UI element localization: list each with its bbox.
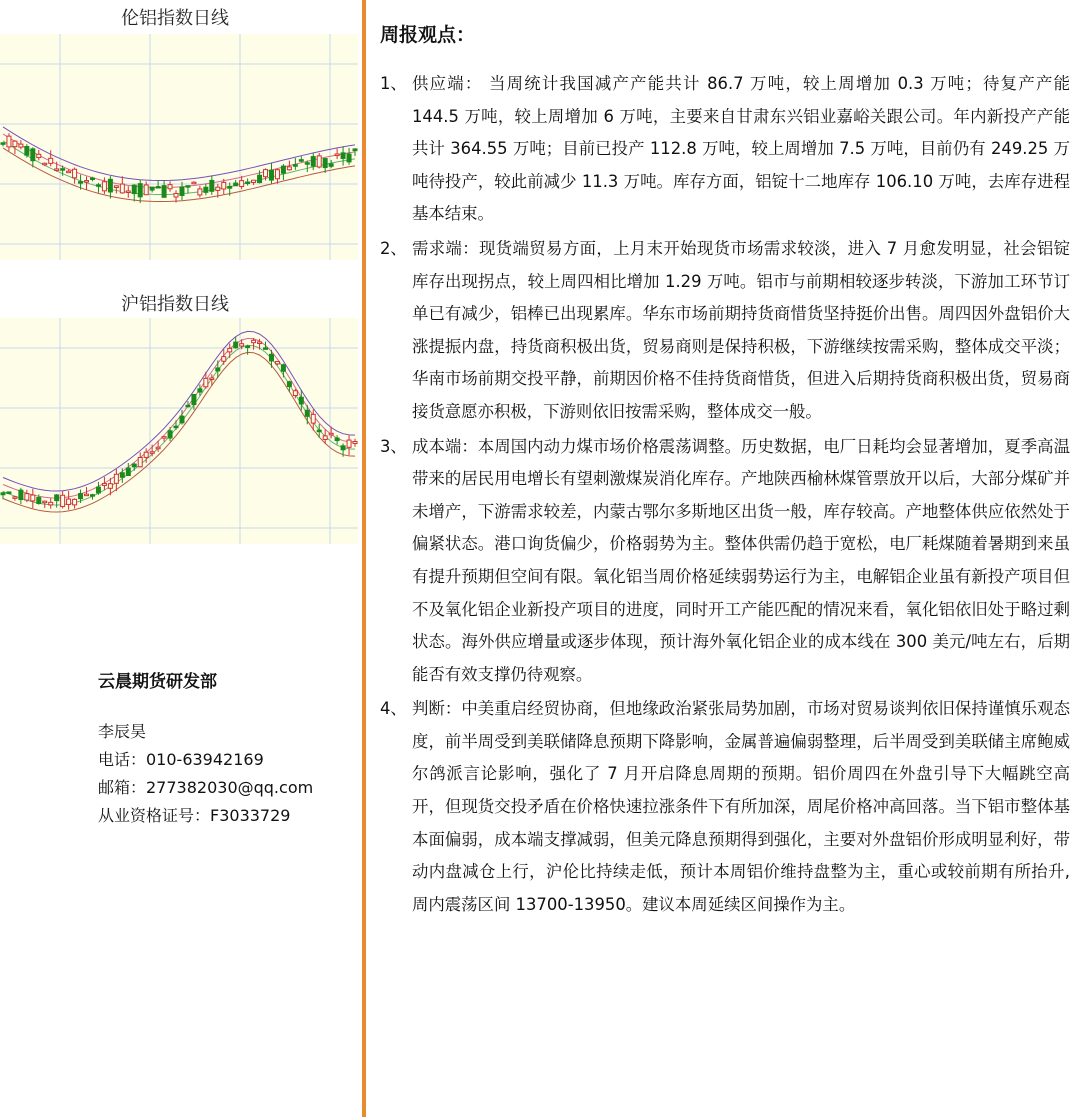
candle-body [49, 158, 53, 163]
candle-body [329, 433, 333, 435]
candle-body [192, 394, 196, 404]
candle-body [31, 149, 35, 161]
candle-body [210, 378, 214, 380]
lme-daily-chart [0, 34, 358, 260]
moving-average-line [3, 331, 355, 491]
candle-body [73, 169, 77, 178]
candle-body [162, 186, 166, 198]
candle-body [269, 170, 273, 180]
candle-body [234, 342, 238, 348]
item-text: 成本端：本周国内动力煤市场价格震荡调整。历史数据，电厂日耗均会显著增加，夏季高温带来的居民用电增长有望刺激煤炭消化库存。产地陕西榆林煤管票放开以后，大部分煤矿并未增产，下游需求较差，内蒙古鄂尔多斯地区出货一般，库存较高。产地整体供应依然处于偏紧状态。港口询货偏少，价格弱势为主。整体供需仍趋于宽松，电厂耗煤随着暑期到来虽有提升预期但空间有限。氧化铝当周价格延续弱势运行为主，电解铝企业虽有新投产项目但不及氧化铝企业新投产项目的进度，同时开工产能匹配的情况来看，氧化铝依旧处于略过剩状态。海外供应增量或逐步体现，预计海外氧化铝企业的成本线在 300 美元/吨左右，后期能否有效支撑仍待观察。 [412, 436, 1070, 684]
candle-body [90, 178, 94, 180]
item-number: 3、 [380, 436, 407, 456]
candle-body [222, 182, 226, 189]
candle-body [144, 185, 148, 195]
candle-body [258, 342, 262, 344]
candlestick-graphic [0, 318, 358, 544]
candle-body [85, 494, 89, 496]
candle-body [299, 397, 303, 404]
candle-body [347, 154, 351, 162]
candle-body [120, 473, 124, 478]
candle-body [138, 184, 142, 197]
moving-average-line [3, 352, 355, 512]
report-items [380, 68, 1070, 923]
candle-body [85, 181, 89, 183]
shfe-chart-title: 沪铝指数日线 [121, 294, 229, 315]
candle-body [305, 163, 309, 165]
candle-body [138, 457, 142, 466]
candle-body [174, 426, 178, 428]
candle-body [25, 147, 29, 156]
department-name: 云晨期货研发部 [98, 672, 217, 692]
candle-body [150, 452, 154, 454]
candle-body [281, 365, 285, 371]
report-item-supply [380, 68, 1070, 231]
moving-average-line [3, 345, 355, 505]
candle-body [198, 189, 202, 195]
candle-body [156, 447, 160, 449]
candle-body [240, 181, 244, 187]
candle-body [323, 159, 327, 168]
candle-body [174, 193, 178, 197]
candle-body [150, 187, 154, 190]
candle-body [31, 495, 35, 501]
lme-chart-title: 伦铝指数日线 [121, 8, 229, 29]
candle-body [102, 484, 106, 486]
candle-body [43, 501, 47, 503]
candle-body [335, 154, 339, 156]
item-number: 4、 [380, 699, 407, 719]
candle-body [55, 495, 59, 501]
report-item-demand [380, 233, 1070, 429]
candle-body [275, 170, 279, 179]
candle-body [55, 169, 59, 171]
candle-body [114, 474, 118, 483]
report-panel [366, 0, 1080, 1117]
candle-body [264, 348, 268, 350]
item-text: 供应端： 当周统计我国减产产能共计 86.7 万吨，较上周增加 0.3 万吨；待复产产能 144.5 万吨，较上周增加 6 万吨，主要来自甘肃东兴铝业嘉峪关跟公司。年内新投产产能共计 364.55 万吨；目前已投产 112.8 万吨，较上周增加 7.5 万吨，目前仍有 249.25 万吨待投产，较此前减少 11.3 万吨。库存方面，铝锭十二地库存 106.10 万吨，去库存进程基本结束。 [412, 74, 1070, 224]
candle-body [323, 436, 327, 440]
candle-body [37, 154, 41, 157]
candle-body [180, 416, 184, 423]
candle-body [114, 186, 118, 188]
candlestick-graphic [0, 34, 358, 260]
moving-average-line [3, 127, 355, 181]
candle-body [234, 183, 238, 186]
candle-body [311, 157, 315, 167]
candle-body [108, 179, 112, 192]
candle-body [19, 144, 23, 147]
candle-body [186, 405, 190, 407]
candle-body [293, 165, 297, 167]
candle-body [353, 149, 357, 151]
candle-body [19, 490, 23, 499]
candle-body [156, 187, 160, 189]
candle-body [311, 414, 315, 423]
candle-body [162, 437, 166, 439]
candle-body [79, 182, 83, 184]
candle-body [287, 167, 291, 170]
candle-body [168, 431, 172, 438]
candle-body [317, 430, 321, 432]
candle-body [252, 180, 256, 182]
candle-body [61, 495, 65, 506]
candle-body [287, 382, 291, 387]
candle-body [126, 468, 130, 476]
moving-average-line [3, 338, 355, 498]
candle-body [228, 186, 232, 188]
candle-body [37, 498, 41, 504]
candle-body [1, 143, 5, 145]
candle-body [102, 182, 106, 191]
candle-body [353, 442, 357, 444]
candle-body [73, 499, 77, 505]
candle-body [96, 185, 100, 187]
candle-body [43, 163, 47, 165]
candle-body [1, 493, 5, 495]
candle-body [13, 141, 17, 146]
report-heading: 周报观点： [380, 24, 476, 46]
candle-body [222, 357, 226, 362]
candle-body [67, 499, 71, 504]
candle-body [329, 164, 333, 166]
candle-body [61, 169, 65, 171]
candle-body [144, 452, 148, 457]
candle-body [198, 389, 202, 392]
candle-body [258, 175, 262, 182]
candle-body [192, 182, 196, 184]
candle-body [293, 391, 297, 396]
candle-body [347, 440, 351, 447]
candle-body [341, 446, 345, 450]
candle-body [275, 361, 279, 363]
candle-body [252, 340, 256, 342]
candle-body [67, 171, 71, 173]
candle-body [216, 368, 220, 371]
item-text: 判断：中美重启经贸协商，但地缘政治紧张局势加剧，市场对贸易谈判依旧保持谨慎乐观态度，前半周受到美联储降息预期下降影响，金属普遍偏弱整理，后半周受到美联储主席鲍威尔鸽派言论影响，强化了 7 月开启降息周期的预期。铝价周四在外盘引导下大幅跳空高开，但现货交投矛盾在价格快速拉涨条件下有所加深，周尾价格冲高回落。当下铝市整体基本面偏弱，成本端支撑减弱，但美元降息预期得到强化，主要对外盘铝价形成明显利好，带动内盘减仓上行，沪伦比持续走低，预计本周铝价维持盘整为主，重心或较前期有所抬升,周内震荡区间 13700-13950。建议本周延续区间操作为主。 [412, 699, 1070, 914]
contact-block [98, 668, 358, 830]
analyst-name: 李辰昊 [98, 722, 147, 741]
email-text: 邮箱：277382030@qq.com [98, 778, 314, 797]
candle-body [341, 153, 345, 159]
candle-body [228, 348, 232, 351]
candle-body [246, 346, 250, 348]
candle-body [204, 187, 208, 192]
candle-body [305, 410, 309, 416]
report-item-cost [380, 431, 1070, 692]
candle-body [264, 170, 268, 177]
candle-body [7, 492, 11, 494]
report-item-judgment [380, 693, 1070, 921]
candle-body [79, 494, 83, 499]
candle-body [317, 156, 321, 167]
license-text: 从业资格证号：F3033729 [98, 806, 291, 825]
phone-text: 电话：010-63942169 [98, 750, 264, 769]
candle-body [49, 502, 53, 505]
candle-body [90, 495, 94, 497]
candle-body [204, 378, 208, 386]
candle-body [120, 184, 124, 193]
candle-body [216, 187, 220, 190]
candle-body [240, 344, 244, 346]
candle-body [180, 187, 184, 195]
candle-body [335, 438, 339, 440]
item-number: 1、 [380, 74, 407, 93]
candle-body [269, 354, 273, 361]
candle-body [299, 160, 303, 162]
candle-body [210, 180, 214, 191]
candle-body [132, 464, 136, 467]
shfe-daily-chart [0, 318, 358, 544]
candle-body [132, 185, 136, 193]
candle-body [25, 494, 29, 500]
candle-body [281, 166, 285, 173]
item-number: 2、 [380, 238, 407, 258]
candle-body [126, 191, 130, 193]
item-text: 需求端：现货端贸易方面，上月末开始现货市场需求较淡，进入 7 月愈发明显，社会铝锭库存出现拐点，较上周四相比增加 1.29 万吨。铝市与前期相较逐步转淡，下游加工环节订单已有减少，铝棒已出现累库。华东市场前期持货商惜货坚持挺价出售。周四因外盘铝价大涨提振内盘，持货商积极出货，贸易商则是保持积极，下游继续按需采购，整体成交平淡；华南市场前期交投平静，前期因价格不佳持货商惜货，但进入后期持货商积极出货，贸易商接货意愿亦积极，下游则依旧按需采购，整体成交一般。 [412, 238, 1070, 421]
candle-body [186, 186, 190, 188]
candle-body [7, 136, 11, 147]
candle-body [168, 185, 172, 189]
candle-body [246, 182, 250, 184]
candle-body [108, 484, 112, 489]
left-panel [0, 0, 362, 1117]
candle-body [13, 497, 17, 499]
candle-body [96, 487, 100, 493]
